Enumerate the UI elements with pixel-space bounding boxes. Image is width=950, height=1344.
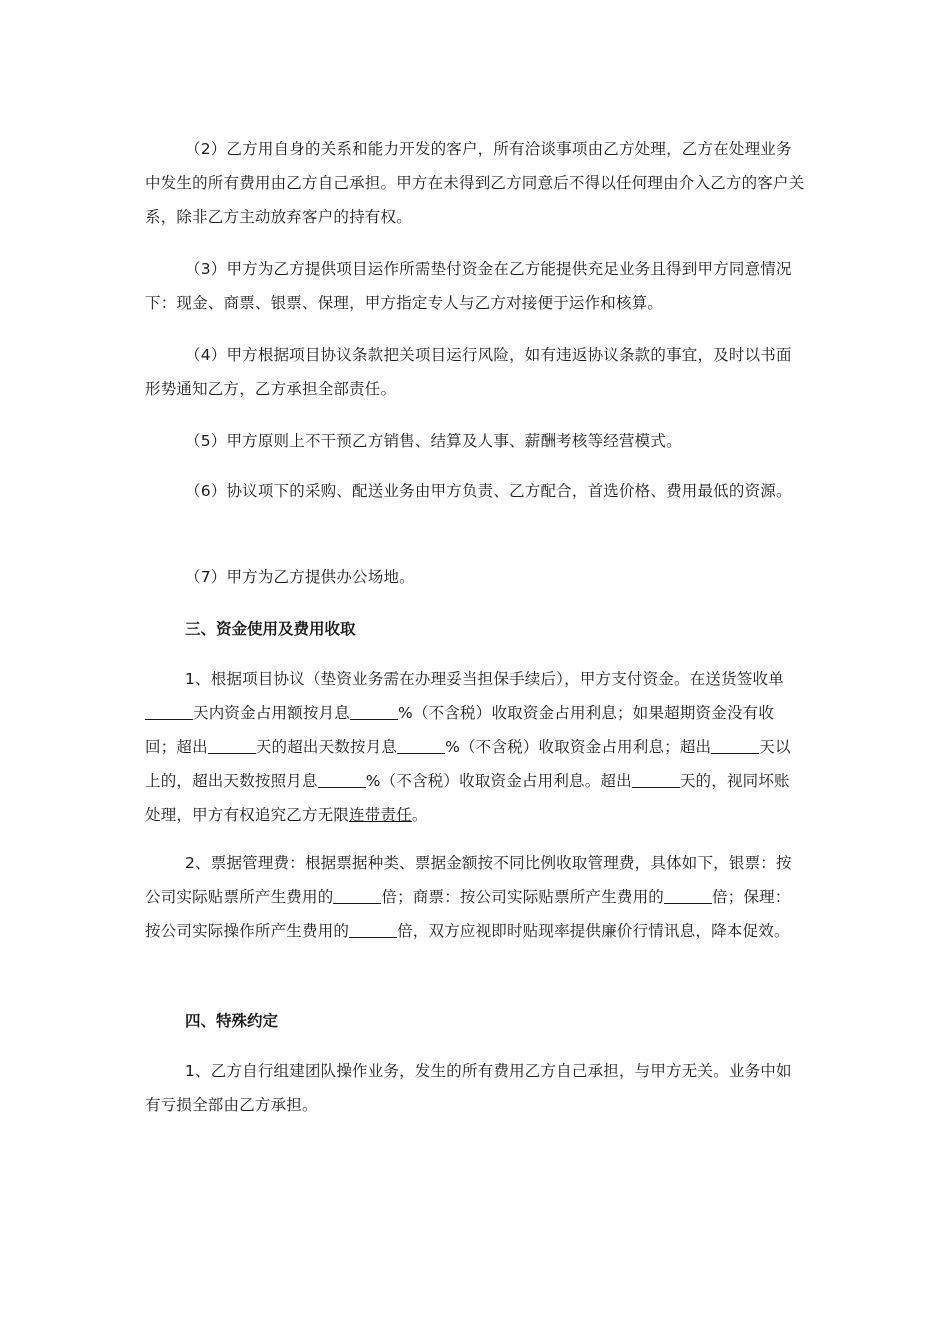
- section-4-heading: 四、特殊约定: [185, 1012, 279, 1030]
- blank-field[interactable]: [632, 771, 680, 788]
- section-3-clause-2: 2、票据管理费：根据票据种类、票据金额按不同比例收取管理费，具体如下，银票：按公司实际贴票所产生费用的 倍；商票：按公司实际贴票所产生费用的 倍；保理：按公司实际操作所产生费用的 倍，双方应视即时贴现率提供廉价行情讯息，降本促效。: [145, 854, 792, 940]
- blank-field[interactable]: [711, 737, 759, 754]
- blank-field[interactable]: [350, 703, 398, 720]
- clause-2: （2）乙方用自身的关系和能力开发的客户，所有洽谈事项由乙方处理，乙方在处理业务中发生的所有费用由乙方自己承担。甲方在未得到乙方同意后不得以任何理由介入乙方的客户关系，除非乙方主动放弃客户的持有权。: [145, 140, 805, 226]
- section-3-heading: 三、资金使用及费用收取: [185, 620, 356, 638]
- blank-field[interactable]: [333, 887, 381, 904]
- joint-liability-link: 连带责任: [349, 806, 412, 824]
- clause-3: （3）甲方为乙方提供项目运作所需垫付资金在乙方能提供充足业务且得到甲方同意情况下：现金、商票、银票、保理，甲方指定专人与乙方对接便于运作和核算。: [145, 260, 792, 312]
- blank-field[interactable]: [349, 921, 397, 938]
- section-4-clause-1: 1、乙方自行组建团队操作业务，发生的所有费用乙方自己承担，与甲方无关。业务中如有亏损全部由乙方承担。: [145, 1062, 792, 1114]
- blank-field[interactable]: [318, 771, 366, 788]
- blank-field[interactable]: [664, 887, 712, 904]
- clause-6: （6）协议项下的采购、配送业务由甲方负责、乙方配合，首选价格、费用最低的资源。: [185, 482, 792, 500]
- blank-field[interactable]: [208, 737, 256, 754]
- clause-5: （5）甲方原则上不干预乙方销售、结算及人事、薪酬考核等经营模式。: [185, 432, 682, 450]
- clause-7: （7）甲方为乙方提供办公场地。: [185, 568, 415, 586]
- clause-4: （4）甲方根据项目协议条款把关项目运行风险，如有违返协议条款的事宜，及时以书面形势通知乙方，乙方承担全部责任。: [145, 346, 792, 398]
- blank-field[interactable]: [397, 737, 445, 754]
- section-3-clause-1: 1、根据项目协议（垫资业务需在办理妥当担保手续后），甲方支付资金。在送货签收单天内资金占用额按月息 %（不含税）收取资金占用利息；如果超期资金没有收回；超出 天的超出天数按月息 %（不含税）收取资金占用利息；超出 天以上的，超出天数按照月息 %（不含税）收取资金占用利息。超出 天的，视同坏账处理，甲方有权追究乙方无限连带责任。: [145, 670, 791, 824]
- blank-field[interactable]: [145, 703, 193, 720]
